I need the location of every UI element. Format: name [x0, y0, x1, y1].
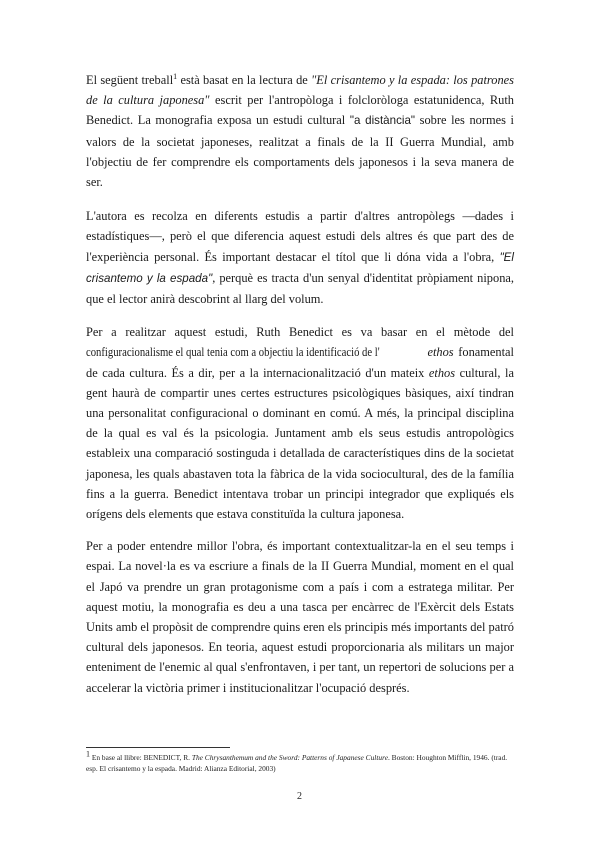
text-run: Per a realitzar aquest estudi, Ruth Benedict es va basar en el mètode del: [86, 325, 514, 340]
footnote-divider: [86, 747, 230, 748]
footnote-text: . Boston: Houghton Mifflin, 1946. (trad. esp. El crisantemo y la espada. Madrid: Alianza Editorial, 2003): [86, 753, 508, 773]
text-run: El següent treball: [86, 73, 174, 87]
quoted-term: "a distància": [349, 114, 416, 128]
text-run: fonamental de cada cultura. És a dir, per a la internacionalització d'un mateix: [86, 345, 514, 380]
paragraph-4: Per a poder entendre millor l'obra, és important contextualitzar-la en el seu temps i espai. La novel·la es va escriure a finals de la II Guerra Mundial, moment en el qual el Japó va prendre un gran protagonisme com a país i com a estratega militar. Per aquest motiu, la monografia es deu a una tasca per encàrrec de l'Exèrcit dels Estats Units amb el propòsit de comprendre quins eren els principis més importants del patró cultural dels japonesos. En teoria, aquest estudi proporcionaria als militars un major enteniment de l'enemic al qual s'enfrontaven, i per tant, un repertori de solucions per a accelerar la victòria primer i institucionalitzar l'ocupació després.: [86, 539, 514, 695]
footnote-book-title: The Chrysanthemum and the Sword: Patterns of Japanese Culture: [191, 753, 388, 762]
paragraph-2: [86, 206, 514, 309]
text-run: està basat en la lectura de: [177, 73, 312, 87]
page-number: 2: [297, 791, 302, 802]
text-run: L'autora es recolza en diferents estudis a partir d'altres antropòlegs —dades i estadístiques—, però el que diferencia aquest estudi dels altres és que part des de l'experiència personal. És important destacar el títol que li dóna vida a l'obra,: [86, 209, 514, 264]
book-title: "El crisantemo y la espada": [86, 250, 514, 285]
text-run: cultural, la gent haurà de compartir unes certes estructures psicològiques bàsiques, així tindran una personalitat configuracional o dominant en comú. A més, la principal disciplina de la qual es val és la psicologia. Juntament amb els seus estudis antropològics estableix una comparació sostinguda i detallada de característiques dins de la societat japonesa, les quals abastaven tota la fàbrica de la vida sociocultural, des de la família fins a la guerra. Benedict intentava trobar un principi integrador que expliqués els orígens dels elements que estava constituïda la cultura japonesa.: [86, 365, 514, 522]
text-run-condensed: configuracionalisme el qual tenia com a objectiu la identificació de l': [86, 345, 380, 360]
text-run: escrit per l'antropòloga i folcloròloga estatunidenca, Ruth Benedict. La monografia exposa un estudi cultural: [86, 93, 514, 128]
book-title-spanish: "El crisantemo y la espada: los patrones de la cultura japonesa": [86, 73, 514, 108]
body-text: [86, 70, 514, 712]
footnote: [86, 749, 516, 774]
footnote-reference[interactable]: 1: [173, 71, 178, 81]
ethos-term: ethos: [427, 345, 454, 360]
footnote-text: En base al llibre: BENEDICT, R.: [90, 753, 192, 762]
text-run: , perquè es tracta d'un senyal d'identitat pròpiament nipona, que el lector anirà descobrint al llarg del volum.: [86, 270, 514, 307]
footnote-number: 1: [86, 749, 90, 759]
paragraph-3: [86, 322, 514, 524]
text-run: sobre les normes i valors de la societat japoneses, realitzat a finals de la II Guerra Mundial, amb l'objectiu de fer comprendre els comportaments dels japonesos i la seva manera de ser.: [86, 113, 514, 190]
ethos-term: ethos: [428, 365, 456, 380]
paragraph-1: [86, 70, 514, 192]
